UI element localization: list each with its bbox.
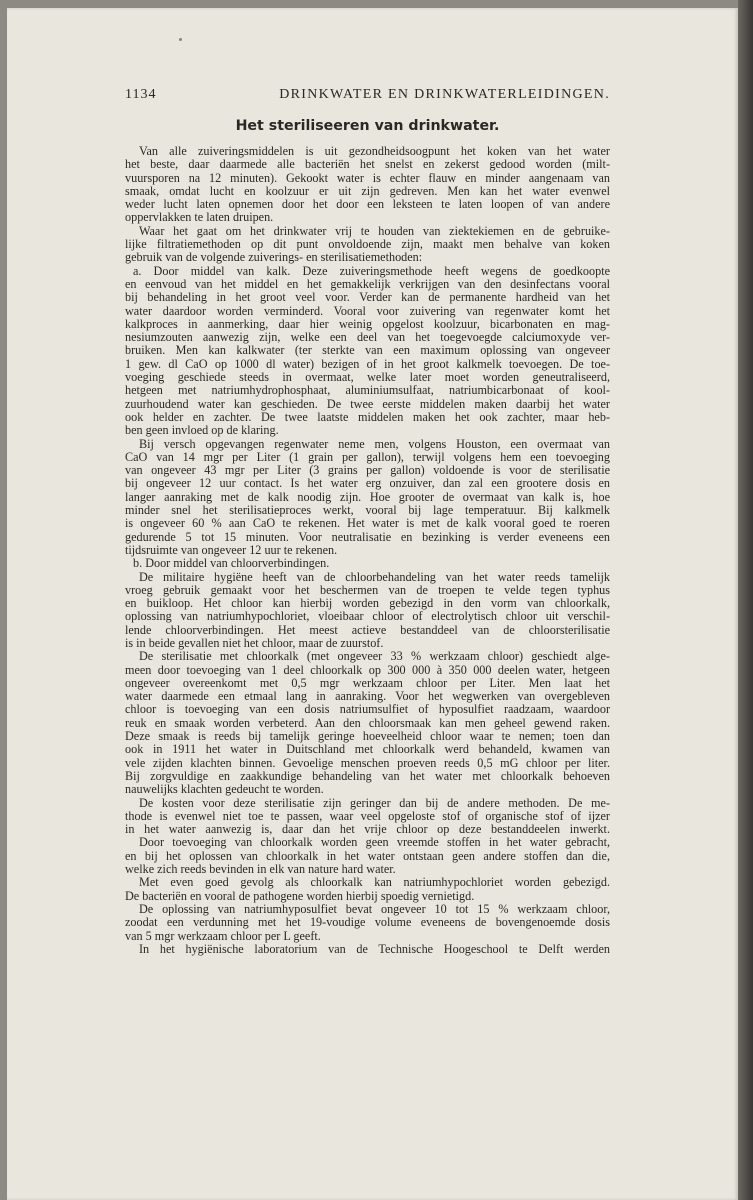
text-line: lijke filtratiemethoden op dit punt onvoldoende zijn, maakt men behalve van koken	[125, 238, 610, 252]
text-line: en eenvoud van het middel en het gemakkelijk verkrijgen van den desinfectans vooral	[125, 277, 610, 291]
text-line: chloor is toevoeging van een dosis natriumsulfiet of hyposulfiet raadzaam, waardoor	[125, 703, 610, 717]
text-line: De bacteriën en vooral de pathogene worden hierbij spoedig vernietigd.	[125, 889, 475, 903]
text-line: zoodat een verdunning met het 19-voudige volume eveneens de bovengenoemde dosis	[125, 916, 610, 930]
text-line: De militaire hygiëne heeft van de chloorbehandeling van het water reeds tamelijk	[139, 570, 610, 584]
text-line: water daarmede een etmaal lang in aanraking. Voor het wegwerken van overgebleven	[125, 690, 610, 704]
text-line: en bij het oplossen van chloorkalk in het water ontstaan geen andere stoffen dan die,	[125, 849, 610, 863]
text-line: van ongeveer 43 mgr per Liter (3 grains per gallon) voldoende is voor de sterilisatie	[125, 464, 610, 478]
text-line: langer aanraking met de kalk noodig zijn. Hoe grooter de overmaat van kalk is, hoe	[125, 490, 610, 504]
text-line: tijdsruimte van ongeveer 12 uur te rekenen.	[125, 543, 338, 557]
text-line: zuurhoudend water kan geschieden. De twee eerste middelen maken daarbij het water	[125, 397, 610, 411]
text-line: in het water aanwezig is, daar dan het vrije chloor op deze bestanddeelen inwerkt.	[125, 823, 610, 837]
text-line: De kosten voor deze sterilisatie zijn geringer dan bij de andere methoden. De me-	[139, 796, 610, 810]
text-line: oppervlakken te laten druipen.	[125, 211, 274, 225]
text-line: ook in 1911 het water in Duitschland met chloorkalk werd behandeld, kwamen van	[125, 743, 610, 757]
text-line: het beste, daar daarmede alle bacteriën het snelst en zekerst gedood worden (milt-	[125, 158, 610, 172]
text-line: nauwelijks klachten gedeucht te worden.	[125, 783, 324, 797]
text-line: welke zich reeds bevinden in elk van nature hard water.	[125, 863, 396, 877]
ink-speck	[179, 38, 182, 41]
text-line: vele zijden klachten binnen. Gevoelige menschen proeven reeds 0,5 mG chloor per liter.	[125, 756, 610, 770]
body-text	[125, 145, 610, 956]
running-title: DRINKWATER EN DRINKWATERLEIDINGEN.	[279, 87, 610, 102]
text-line: minder snel het sterilisatieproces werkt, vooral bij lage temperatuur. Bij kalkmelk	[125, 504, 610, 518]
book-spine-edge	[738, 0, 753, 1200]
text-line: is in beide gevallen niet het chloor, maar de zuurstof.	[125, 636, 384, 650]
section-title: Het steriliseeren van drinkwater.	[235, 118, 500, 134]
text-line: bruiken. Men kan kalkwater (ter sterkte van een maximum oplossing van ongeveer	[125, 344, 610, 358]
text-line: Bij versch opgevangen regenwater neme men, volgens Houston, een overmaat van	[139, 437, 610, 451]
text-line: a. Door middel van kalk. Deze zuiveringsmethode heeft wegens de goedkoopte	[133, 264, 610, 278]
text-line: hetgeen met natriumhydrophosphaat, aluminiumsulfaat, natriumbicarbonaat of kool-	[125, 384, 610, 398]
text-line: De oplossing van natriumhyposulfiet bevat ongeveer 10 tot 15 % werkzaam chloor,	[139, 902, 610, 916]
text-line: lende chloorverbindingen. Het meest actieve bestanddeel van de chloorsterilisatie	[125, 623, 610, 637]
text-line: Bij zorgvuldige en zaakkundige behandeling van het water met chloorkalk behoeven	[125, 769, 610, 783]
text-line: voeging geschiede steeds in overmaat, welke later moet worden geneutraliseerd,	[125, 371, 610, 385]
text-line: reuk en smaak worden verbeterd. Aan den chloorsmaak kan men geheel gewend raken.	[125, 716, 610, 730]
text-line: kalkproces in aanmerking, daar hier weinig opgelost koolzuur, bicarbonaten en mag-	[125, 317, 610, 331]
text-line: Deze smaak is reeds bij tamelijk geringe hoeveelheid chloor waar te nemen; toen dan	[125, 730, 610, 744]
text-line: nesiumzouten aanwezig zijn, welke een deel van het toegevoegde calciumoxyde ver-	[125, 331, 610, 345]
text-line: In het hygiënische laboratorium van de Technische Hoogeschool te Delft werden	[139, 942, 610, 956]
text-line: ongeveer overeenkomt met 0,5 mgr werkzaam chloor per Liter. Men laat het	[125, 676, 610, 690]
text-line: vroeg gebruik gemaakt voor het beschermen van de troepen te velde tegen typhus	[125, 583, 610, 597]
text-line: bij ongeveer 12 uur contact. Is het water erg onzuiver, dan zal een grootere dosis en	[125, 477, 610, 491]
text-line: meen door toevoeging van 1 deel chloorkalk op 300 000 à 350 000 deelen water, hetgeen	[125, 663, 610, 677]
text-line: bij behandeling in het groot veel voor. Verder kan de permanente hardheid van het	[125, 291, 610, 305]
text-line: CaO van 14 mgr per Liter (1 grain per gallon), terwijl volgens hem een toevoeging	[125, 450, 610, 464]
page-number: 1134	[125, 87, 157, 102]
text-line: gebruik van de volgende zuiverings- en sterilisatiemethoden:	[125, 251, 423, 265]
text-line: gedurende 5 tot 15 minuten. Voor neutralisatie en bezinking is verder eveneens een	[125, 530, 610, 544]
text-line: Waar het gaat om het drinkwater vrij te houden van ziektekiemen en de gebruike-	[139, 224, 610, 238]
text-line: Van alle zuiveringsmiddelen is uit gezondheidsoogpunt het koken van het water	[139, 145, 610, 158]
text-line: oplossing van natriumhypochloriet, vloeibaar chloor of electrolytisch chloor uit verschil-	[125, 610, 610, 624]
text-line: en buikloop. Het chloor kan hierbij worden gebezigd in den vorm van chloorkalk,	[125, 597, 610, 611]
text-line: vuursporen na 12 minuten). Gekookt water is echter flauw en minder aangenaam van	[125, 171, 610, 185]
text-line: water daardoor worden verminderd. Vooral voor zuivering van regenwater komt het	[125, 304, 610, 318]
text-line: b. Door middel van chloorverbindingen.	[133, 557, 330, 571]
running-header	[125, 87, 610, 103]
text-line: van 5 mgr werkzaam chloor per L geeft.	[125, 929, 321, 943]
book-page	[7, 8, 738, 1200]
text-line: ben geen invloed op de klaring.	[125, 424, 279, 438]
text-line: weder lucht laten opnemen door het door een leksteen te laten loopen of van andere	[125, 198, 610, 212]
text-line: De sterilisatie met chloorkalk (met ongeveer 33 % werkzaam chloor) geschiedt alge-	[139, 650, 610, 664]
text-line: Door toevoeging van chloorkalk worden geen vreemde stoffen in het water gebracht,	[139, 836, 610, 850]
text-line: smaak, omdat lucht en koolzuur er uit zijn gedreven. Men kan het water evenwel	[125, 184, 610, 198]
text-line: 1 gew. dl CaO op 1000 dl water) bezigen of in het groot kalkmelk toevoegen. De toe-	[125, 357, 610, 371]
text-line: Met even goed gevolg als chloorkalk kan natriumhypochloriet worden gebezigd.	[139, 876, 610, 890]
text-line: thode is evenwel niet toe te passen, waar veel opgeloste stof of organische stof of ijzer	[125, 809, 610, 823]
text-line: ook helder en zachter. De twee laatste middelen maken het ook zachter, maar heb-	[125, 410, 610, 424]
text-line: is ongeveer 60 % aan CaO te rekenen. Het water is met de kalk vooral goed te roeren	[125, 517, 610, 531]
